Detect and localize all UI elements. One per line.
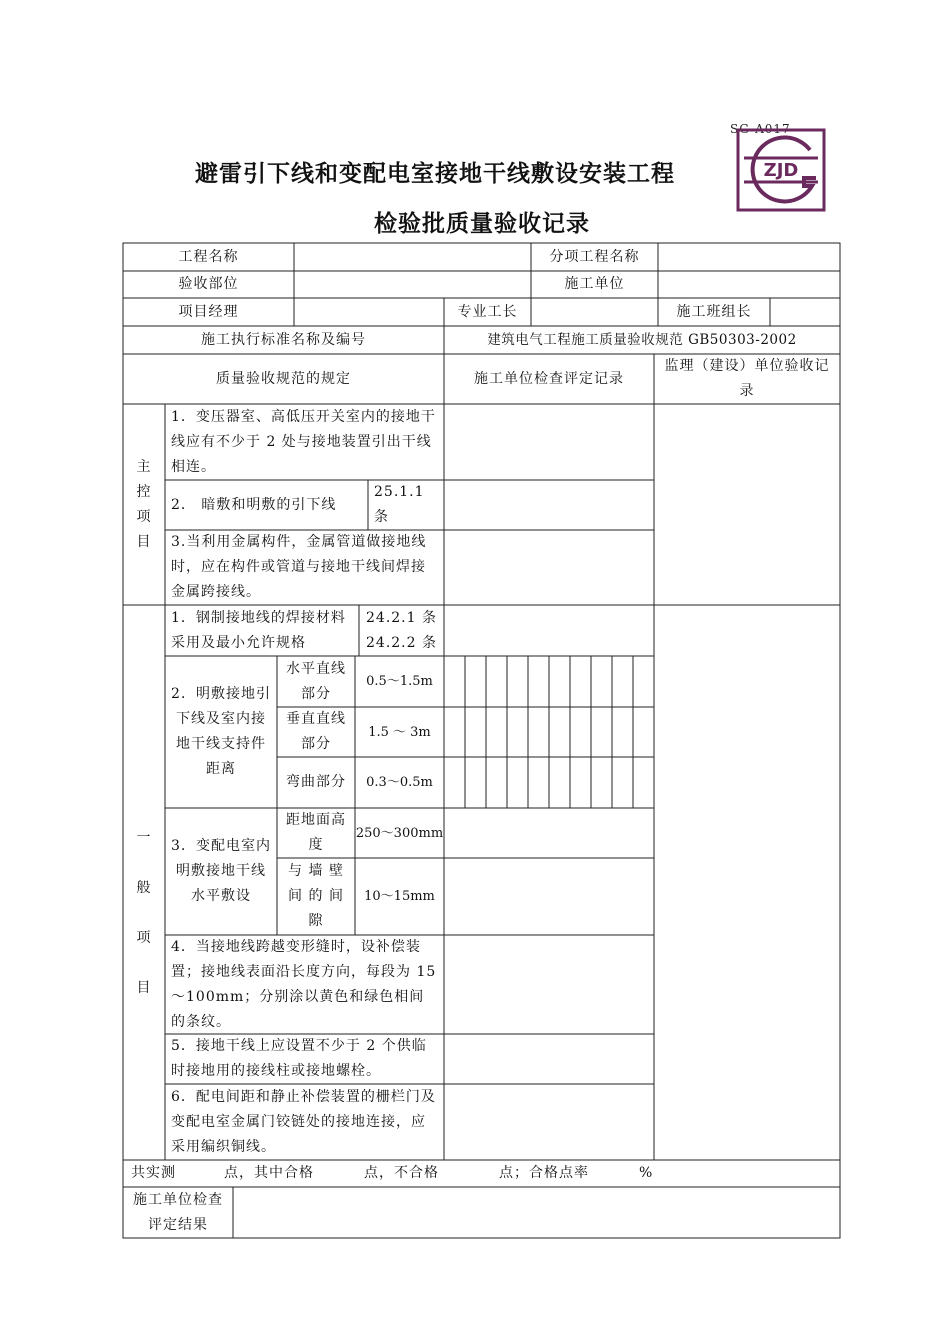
svg-text:ZJD: ZJD bbox=[763, 160, 799, 181]
foreman-value[interactable] bbox=[531, 298, 658, 326]
sub-project-value[interactable] bbox=[658, 243, 840, 271]
general-item-3-sub2-value: 10～15mm bbox=[364, 889, 435, 904]
general-item-1-ref: 24.2.1 条 24.2.2 条 bbox=[366, 609, 437, 651]
project-name-label: 工程名称 bbox=[178, 248, 239, 265]
team-leader-label: 施工班组长 bbox=[676, 303, 752, 320]
title-line-2: 检验批质量验收记录 bbox=[374, 211, 590, 237]
main-item-2: 2． 暗敷和明敷的引下线 bbox=[171, 496, 337, 513]
foreman-label: 专业工长 bbox=[457, 303, 518, 320]
general-item-2-sub1-value: 0.5～1.5m bbox=[366, 674, 433, 689]
general-item-2-sub2-value: 1.5 ～ 3m bbox=[368, 724, 431, 740]
summary-row: 共实测 点，其中合格 点，不合格 点；合格点率 % bbox=[131, 1165, 654, 1181]
project-manager-value[interactable] bbox=[294, 298, 444, 326]
supervision-column-header: 监理（建设）单位验收记录 bbox=[664, 358, 830, 399]
acceptance-part-label: 验收部位 bbox=[178, 276, 239, 292]
general-item-2: 2．明敷接地引下线及室内接地干线支持件距离 bbox=[171, 686, 271, 777]
construction-unit-value[interactable] bbox=[658, 271, 840, 298]
main-items-group-label: 主 控 项 目 bbox=[136, 458, 152, 550]
general-item-3: 3．变配电室内明敷接地干线水平敷设 bbox=[171, 838, 271, 904]
title-line-1: 避雷引下线和变配电室接地干线敷设安装工程 bbox=[195, 161, 675, 187]
general-items-group-label: 一 般 项 目 bbox=[136, 829, 152, 996]
team-leader-value[interactable] bbox=[770, 298, 840, 326]
result-label: 施工单位检查评定结果 bbox=[133, 1191, 223, 1233]
main-item-1: 1．变压器室、高低压开关室内的接地干线应有不少于 2 处与接地装置引出干线相连。 bbox=[171, 408, 436, 475]
sub-project-label: 分项工程名称 bbox=[549, 248, 640, 265]
general-item-2-sub1: 水平直线部分 bbox=[286, 660, 346, 702]
general-item-1: 1．钢制接地线的焊接材料采用及最小允许规格 bbox=[171, 609, 346, 651]
general-item-2-sub2: 垂直直线部分 bbox=[286, 711, 346, 752]
result-value[interactable] bbox=[233, 1187, 840, 1238]
standard-label: 施工执行标准名称及编号 bbox=[201, 331, 366, 348]
check-column-header: 施工单位检查评定记录 bbox=[474, 370, 624, 387]
general-item-2-sub3: 弯曲部分 bbox=[286, 774, 346, 790]
general-item-3-sub2: 与 墙 壁 间 的 间隙 bbox=[288, 863, 344, 929]
main-item-3: 3.当利用金属构件，金属管道做接地线时，应在构件或管道与接地干线间焊接金属跨接线。 bbox=[171, 534, 427, 600]
project-manager-label: 项目经理 bbox=[178, 303, 239, 320]
form-code: SG-A017 bbox=[730, 122, 791, 136]
standard-value: 建筑电气工程施工质量验收规范 GB50303-2002 bbox=[487, 331, 797, 348]
general-item-4: 4．当接地线跨越变形缝时，设补偿装置；接地线表面沿长度方向，每段为 15～100mm；分别涂以黄色和绿色相间的条纹。 bbox=[171, 938, 437, 1030]
general-item-3-sub1-value: 250～300mm bbox=[355, 825, 444, 841]
general-item-3-sub1: 距地面高度 bbox=[286, 812, 346, 853]
project-name-value[interactable] bbox=[294, 243, 531, 271]
main-item-2-ref: 25.1.1 条 bbox=[374, 484, 425, 525]
general-item-5: 5．接地干线上应设置不少于 2 个供临时接地用的接线柱或接地螺栓。 bbox=[171, 1038, 427, 1079]
general-item-2-sub3-value: 0.3～0.5m bbox=[366, 775, 433, 790]
acceptance-part-value[interactable] bbox=[294, 271, 531, 298]
general-item-6: 6．配电间距和静止补偿装置的栅栏门及变配电室金属门铰链处的接地连接，应采用编织铜线。 bbox=[171, 1088, 436, 1155]
spec-column-header: 质量验收规范的规定 bbox=[216, 370, 351, 387]
construction-unit-label: 施工单位 bbox=[564, 276, 625, 292]
